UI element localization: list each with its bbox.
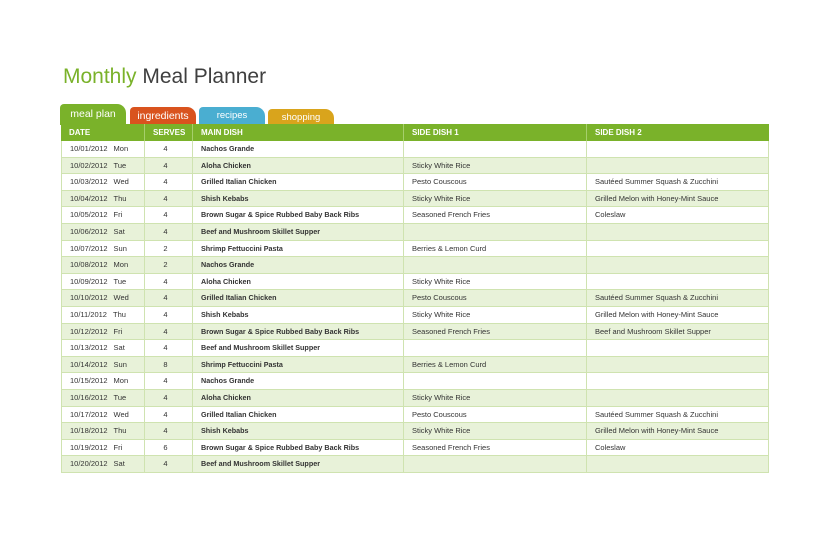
cell-main-dish[interactable]: Shrimp Fettuccini Pasta: [193, 241, 404, 257]
cell-side-dish-1[interactable]: Berries & Lemon Curd: [404, 357, 587, 373]
cell-main-dish[interactable]: Aloha Chicken: [193, 390, 404, 406]
cell-side-dish-1[interactable]: [404, 257, 587, 273]
tab-meal-plan[interactable]: meal plan: [60, 104, 126, 125]
table-row: [61, 274, 769, 291]
header-side-dish-2[interactable]: SIDE DISH 2: [595, 128, 642, 137]
day-value: Mon: [113, 260, 129, 270]
page-title: [63, 64, 266, 90]
table-row: [61, 423, 769, 440]
cell-side-dish-2[interactable]: [587, 456, 769, 472]
cell-serves[interactable]: 4: [145, 191, 193, 207]
date-value: 10/08/2012: [70, 260, 108, 270]
cell-serves[interactable]: 8: [145, 357, 193, 373]
tab-shopping[interactable]: shopping: [268, 109, 334, 125]
cell-side-dish-2[interactable]: Coleslaw: [587, 440, 769, 456]
cell-side-dish-2[interactable]: [587, 357, 769, 373]
cell-side-dish-2[interactable]: [587, 257, 769, 273]
cell-date[interactable]: [61, 207, 145, 223]
cell-side-dish-1[interactable]: Sticky White Rice: [404, 191, 587, 207]
day-value: Sun: [113, 359, 127, 369]
cell-side-dish-1[interactable]: Sticky White Rice: [404, 307, 587, 323]
cell-serves[interactable]: 6: [145, 440, 193, 456]
date-value: 10/11/2012: [70, 309, 107, 319]
date-value: 10/19/2012: [70, 442, 108, 452]
date-value: 10/15/2012: [70, 376, 108, 386]
table-row: [61, 440, 769, 457]
day-value: Thu: [113, 426, 127, 436]
cell-main-dish[interactable]: Brown Sugar & Spice Rubbed Baby Back Ribs: [193, 207, 404, 223]
cell-serves[interactable]: 4: [145, 423, 193, 439]
date-value: 10/07/2012: [70, 243, 108, 253]
cell-side-dish-1[interactable]: Seasoned French Fries: [404, 324, 587, 340]
cell-side-dish-1[interactable]: [404, 373, 587, 389]
cell-side-dish-2[interactable]: [587, 274, 769, 290]
cell-serves[interactable]: 4: [145, 407, 193, 423]
cell-date[interactable]: [61, 307, 145, 323]
date-value: 10/18/2012: [70, 426, 108, 436]
cell-date[interactable]: [61, 390, 145, 406]
cell-side-dish-2[interactable]: Beef and Mushroom Skillet Supper: [587, 324, 769, 340]
cell-main-dish[interactable]: Grilled Italian Chicken: [193, 407, 404, 423]
cell-side-dish-1[interactable]: Pesto Couscous: [404, 407, 587, 423]
cell-side-dish-2[interactable]: [587, 141, 769, 157]
day-value: Wed: [113, 177, 129, 187]
table-row: [61, 407, 769, 424]
cell-side-dish-1[interactable]: Seasoned French Fries: [404, 440, 587, 456]
day-value: Fri: [113, 326, 123, 336]
date-value: 10/04/2012: [70, 193, 108, 203]
cell-date[interactable]: [61, 174, 145, 190]
date-value: 10/10/2012: [70, 293, 108, 303]
cell-side-dish-1[interactable]: [404, 224, 587, 240]
cell-side-dish-2[interactable]: Sautéed Summer Squash & Zucchini: [587, 407, 769, 423]
table-row: [61, 224, 769, 241]
date-value: 10/17/2012: [70, 409, 108, 419]
cell-date[interactable]: [61, 257, 145, 273]
cell-main-dish[interactable]: Nachos Grande: [193, 257, 404, 273]
cell-serves[interactable]: 4: [145, 324, 193, 340]
cell-main-dish[interactable]: Beef and Mushroom Skillet Supper: [193, 340, 404, 356]
cell-side-dish-2[interactable]: [587, 373, 769, 389]
cell-date[interactable]: [61, 440, 145, 456]
table-header: [61, 124, 769, 141]
cell-date[interactable]: [61, 340, 145, 356]
cell-date[interactable]: [61, 456, 145, 472]
cell-side-dish-2[interactable]: [587, 224, 769, 240]
table-row: [61, 158, 769, 175]
cell-side-dish-1[interactable]: Pesto Couscous: [404, 290, 587, 306]
day-value: Mon: [113, 376, 129, 386]
date-value: 10/03/2012: [70, 177, 108, 187]
cell-main-dish[interactable]: Shrimp Fettuccini Pasta: [193, 357, 404, 373]
cell-side-dish-2[interactable]: [587, 340, 769, 356]
cell-side-dish-2[interactable]: [587, 390, 769, 406]
day-value: Sat: [113, 343, 125, 353]
date-value: 10/14/2012: [70, 359, 108, 369]
cell-main-dish[interactable]: Shish Kebabs: [193, 191, 404, 207]
cell-main-dish[interactable]: Shish Kebabs: [193, 423, 404, 439]
cell-date[interactable]: [61, 141, 145, 157]
cell-serves[interactable]: 4: [145, 141, 193, 157]
date-value: 10/02/2012: [70, 160, 108, 170]
table-row: [61, 141, 769, 158]
cell-serves[interactable]: 4: [145, 274, 193, 290]
day-value: Wed: [113, 409, 129, 419]
cell-side-dish-2[interactable]: [587, 241, 769, 257]
cell-side-dish-2[interactable]: Grilled Melon with Honey-Mint Sauce: [587, 191, 769, 207]
table-row: [61, 307, 769, 324]
cell-side-dish-1[interactable]: Sticky White Rice: [404, 274, 587, 290]
cell-main-dish[interactable]: Shish Kebabs: [193, 307, 404, 323]
date-value: 10/16/2012: [70, 392, 108, 402]
cell-date[interactable]: [61, 290, 145, 306]
day-value: Thu: [112, 309, 126, 319]
cell-side-dish-1[interactable]: [404, 141, 587, 157]
header-date[interactable]: DATE: [61, 124, 145, 141]
cell-side-dish-2[interactable]: Sautéed Summer Squash & Zucchini: [587, 174, 769, 190]
cell-side-dish-1[interactable]: Seasoned French Fries: [404, 207, 587, 223]
table-row: [61, 191, 769, 208]
cell-serves[interactable]: 4: [145, 307, 193, 323]
cell-serves[interactable]: 4: [145, 390, 193, 406]
date-value: 10/01/2012: [70, 144, 108, 153]
header-serves[interactable]: SERVES: [145, 124, 193, 141]
table-row: [61, 373, 769, 390]
date-value: 10/12/2012: [70, 326, 108, 336]
cell-serves[interactable]: 4: [145, 340, 193, 356]
table-row: [61, 357, 769, 374]
cell-side-dish-2[interactable]: Grilled Melon with Honey-Mint Sauce: [587, 423, 769, 439]
cell-side-dish-2[interactable]: Sautéed Summer Squash & Zucchini: [587, 290, 769, 306]
day-value: Tue: [113, 276, 127, 286]
cell-serves[interactable]: 2: [145, 257, 193, 273]
cell-side-dish-1[interactable]: Pesto Couscous: [404, 174, 587, 190]
tab-recipes[interactable]: recipes: [199, 107, 265, 125]
table-row: [61, 456, 769, 473]
cell-side-dish-1[interactable]: [404, 456, 587, 472]
date-value: 10/13/2012: [70, 343, 108, 353]
cell-serves[interactable]: 4: [145, 373, 193, 389]
table-row: [61, 207, 769, 224]
table-row: [61, 324, 769, 341]
cell-main-dish[interactable]: Grilled Italian Chicken: [193, 290, 404, 306]
table-row: [61, 290, 769, 307]
cell-main-dish[interactable]: Grilled Italian Chicken: [193, 174, 404, 190]
cell-main-dish[interactable]: Aloha Chicken: [193, 158, 404, 174]
date-value: 10/05/2012: [70, 210, 108, 220]
cell-serves[interactable]: 4: [145, 158, 193, 174]
cell-date[interactable]: [61, 158, 145, 174]
cell-serves[interactable]: 4: [145, 456, 193, 472]
day-value: Sun: [113, 243, 127, 253]
cell-main-dish[interactable]: Aloha Chicken: [193, 274, 404, 290]
cell-date[interactable]: [61, 357, 145, 373]
date-value: 10/09/2012: [70, 276, 108, 286]
cell-side-dish-2[interactable]: Grilled Melon with Honey-Mint Sauce: [587, 307, 769, 323]
day-value: Thu: [113, 193, 127, 203]
cell-date[interactable]: [61, 191, 145, 207]
date-value: 10/06/2012: [70, 226, 108, 236]
cell-date[interactable]: [61, 224, 145, 240]
cell-date[interactable]: [61, 241, 145, 257]
table-row: [61, 340, 769, 357]
cell-main-dish[interactable]: Nachos Grande: [193, 373, 404, 389]
day-value: Fri: [113, 210, 123, 220]
table-row: [61, 390, 769, 407]
cell-serves[interactable]: 4: [145, 290, 193, 306]
title-rest: Meal Planner: [136, 65, 267, 88]
cell-date[interactable]: [61, 373, 145, 389]
cell-main-dish[interactable]: Brown Sugar & Spice Rubbed Baby Back Ribs: [193, 440, 404, 456]
cell-main-dish[interactable]: Nachos Grande: [193, 141, 404, 157]
day-value: Sat: [113, 226, 125, 236]
cell-date[interactable]: [61, 423, 145, 439]
cell-serves[interactable]: 2: [145, 241, 193, 257]
header-side-dish-1[interactable]: SIDE DISH 1: [404, 124, 587, 141]
cell-date[interactable]: [61, 274, 145, 290]
table-body: [61, 141, 769, 473]
day-value: Wed: [113, 293, 129, 303]
cell-side-dish-1[interactable]: Sticky White Rice: [404, 423, 587, 439]
day-value: Sat: [113, 459, 125, 469]
table-row: [61, 174, 769, 191]
day-value: Mon: [113, 144, 129, 153]
day-value: Tue: [113, 160, 127, 170]
cell-main-dish[interactable]: Beef and Mushroom Skillet Supper: [193, 224, 404, 240]
cell-side-dish-1[interactable]: [404, 340, 587, 356]
cell-side-dish-1[interactable]: Berries & Lemon Curd: [404, 241, 587, 257]
title-accent: Monthly: [63, 65, 137, 88]
cell-side-dish-2[interactable]: [587, 158, 769, 174]
cell-serves[interactable]: 4: [145, 207, 193, 223]
table-row: [61, 257, 769, 274]
day-value: Fri: [113, 442, 123, 452]
cell-serves[interactable]: 4: [145, 174, 193, 190]
meal-plan-table: [61, 124, 769, 473]
cell-side-dish-1[interactable]: Sticky White Rice: [404, 390, 587, 406]
cell-main-dish[interactable]: Brown Sugar & Spice Rubbed Baby Back Ribs: [193, 324, 404, 340]
date-value: 10/20/2012: [70, 459, 108, 469]
day-value: Tue: [113, 392, 127, 402]
table-row: [61, 241, 769, 258]
cell-date[interactable]: [61, 407, 145, 423]
header-main-dish[interactable]: MAIN DISH: [193, 124, 404, 141]
cell-serves[interactable]: 4: [145, 224, 193, 240]
tab-ingredients[interactable]: ingredients: [130, 107, 196, 125]
cell-side-dish-2[interactable]: Coleslaw: [587, 207, 769, 223]
cell-side-dish-1[interactable]: Sticky White Rice: [404, 158, 587, 174]
cell-date[interactable]: [61, 324, 145, 340]
cell-main-dish[interactable]: Beef and Mushroom Skillet Supper: [193, 456, 404, 472]
